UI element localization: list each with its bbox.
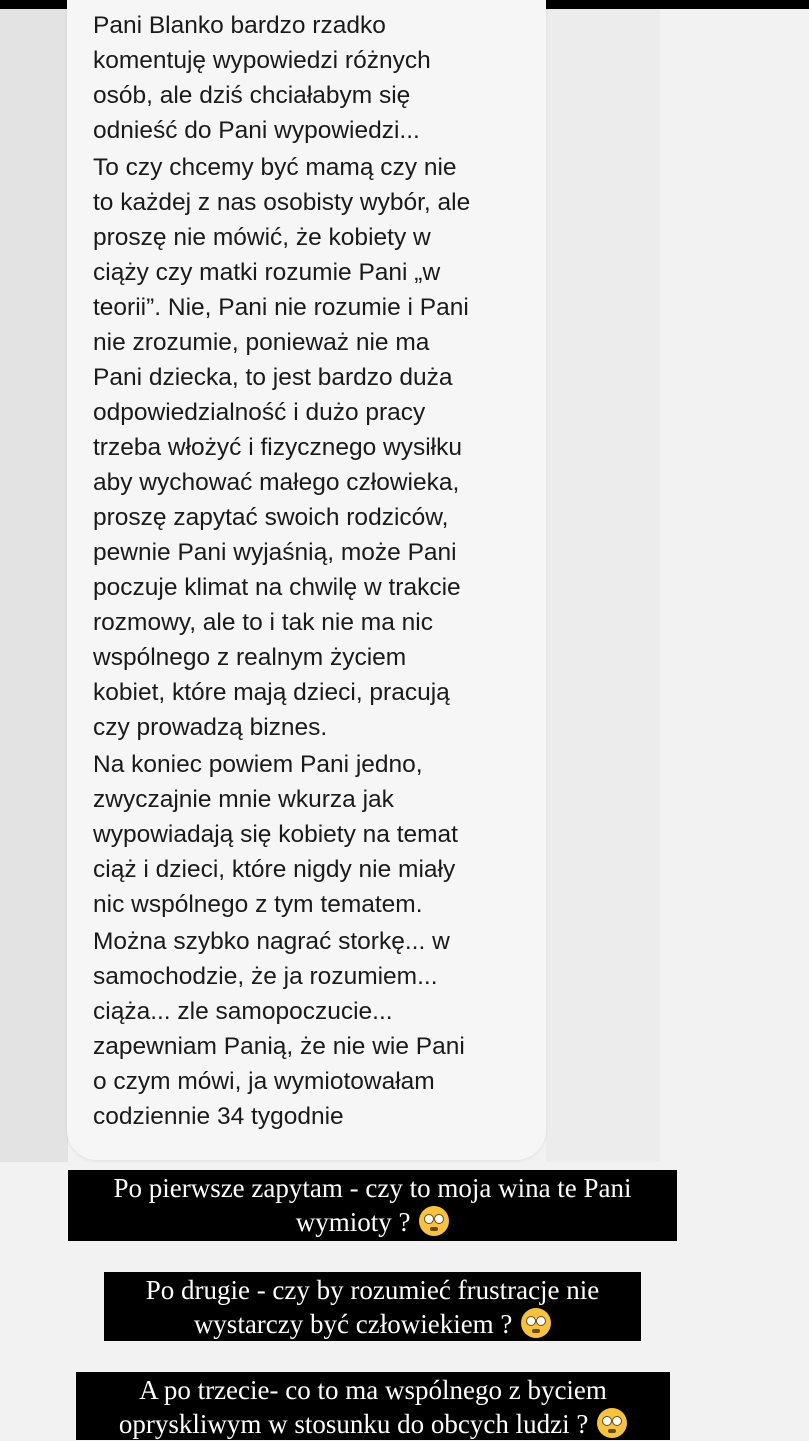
caption-line-with-emoji — [86, 1407, 660, 1441]
caption-line: A po trzecie- co to ma wspólnego z byciem — [139, 1375, 607, 1405]
caption-line-with-emoji — [78, 1205, 667, 1239]
message-paragraph: Na koniec powiem Pani jedno, zwyczajnie mnie wkurza jak wypowiadają się kobiety na temat ciąż i dzieci, które nigdy nie miały nic wspólnego z tym tematem. — [93, 751, 458, 918]
thinking-face-emoji-icon — [521, 1308, 551, 1338]
story-caption-second — [104, 1272, 641, 1341]
background-right-panel — [546, 9, 660, 1162]
message-paragraph: Pani Blanko bardzo rzadko komentuję wypowiedzi różnych osób, ale dziś chciałabym się odnieść do Pani wypowiedzi... — [93, 12, 431, 144]
caption-line: Po pierwsze zapytam - czy to moja wina te Pani — [113, 1173, 632, 1203]
eye-roll-face-emoji-icon — [597, 1408, 627, 1438]
caption-line: wymioty ? — [295, 1207, 411, 1237]
caption-line: Po drugie - czy by rozumieć frustracje nie — [145, 1275, 600, 1305]
message-paragraph: To czy chcemy być mamą czy nie to każdej z nas osobisty wybór, ale proszę nie mówić, że kobiety w ciąży czy matki rozumie Pani „w teorii”. Nie, Pani nie rozumie i Pani nie zrozumie, ponieważ nie ma Pani dziecka, to jest bardzo duża odpowiedzialność i dużo pracy trzeba włożyć i fizycznego wysiłku aby wychować małego człowieka, proszę zapytać swoich rodziców, pewnie Pani wyjaśnią, może Pani poczuje klimat na chwilę w trakcie rozmowy, ale to i tak nie ma nic wspólnego z realnym życiem kobiet, które mają dzieci, pracują czy prowadzą biznes. — [93, 154, 471, 741]
flushed-face-emoji-icon — [419, 1206, 449, 1236]
story-caption-third — [76, 1372, 670, 1440]
background-left-panel — [0, 9, 68, 1162]
message-paragraph: Można szybko nagrać storkę... w samochodzie, że ja rozumiem... ciąża... zle samopoczucie... zapewniam Panią, że nie wie Pani o czym mówi, ja wymiotowałam codziennie 34 tygodnie — [93, 928, 465, 1130]
message-text — [93, 8, 533, 1136]
caption-line: wystarczy być człowiekiem ? — [193, 1309, 513, 1339]
story-caption-first — [68, 1170, 677, 1241]
caption-line: opryskliwym w stosunku do obcych ludzi ? — [118, 1409, 589, 1439]
caption-line-with-emoji — [114, 1307, 631, 1341]
